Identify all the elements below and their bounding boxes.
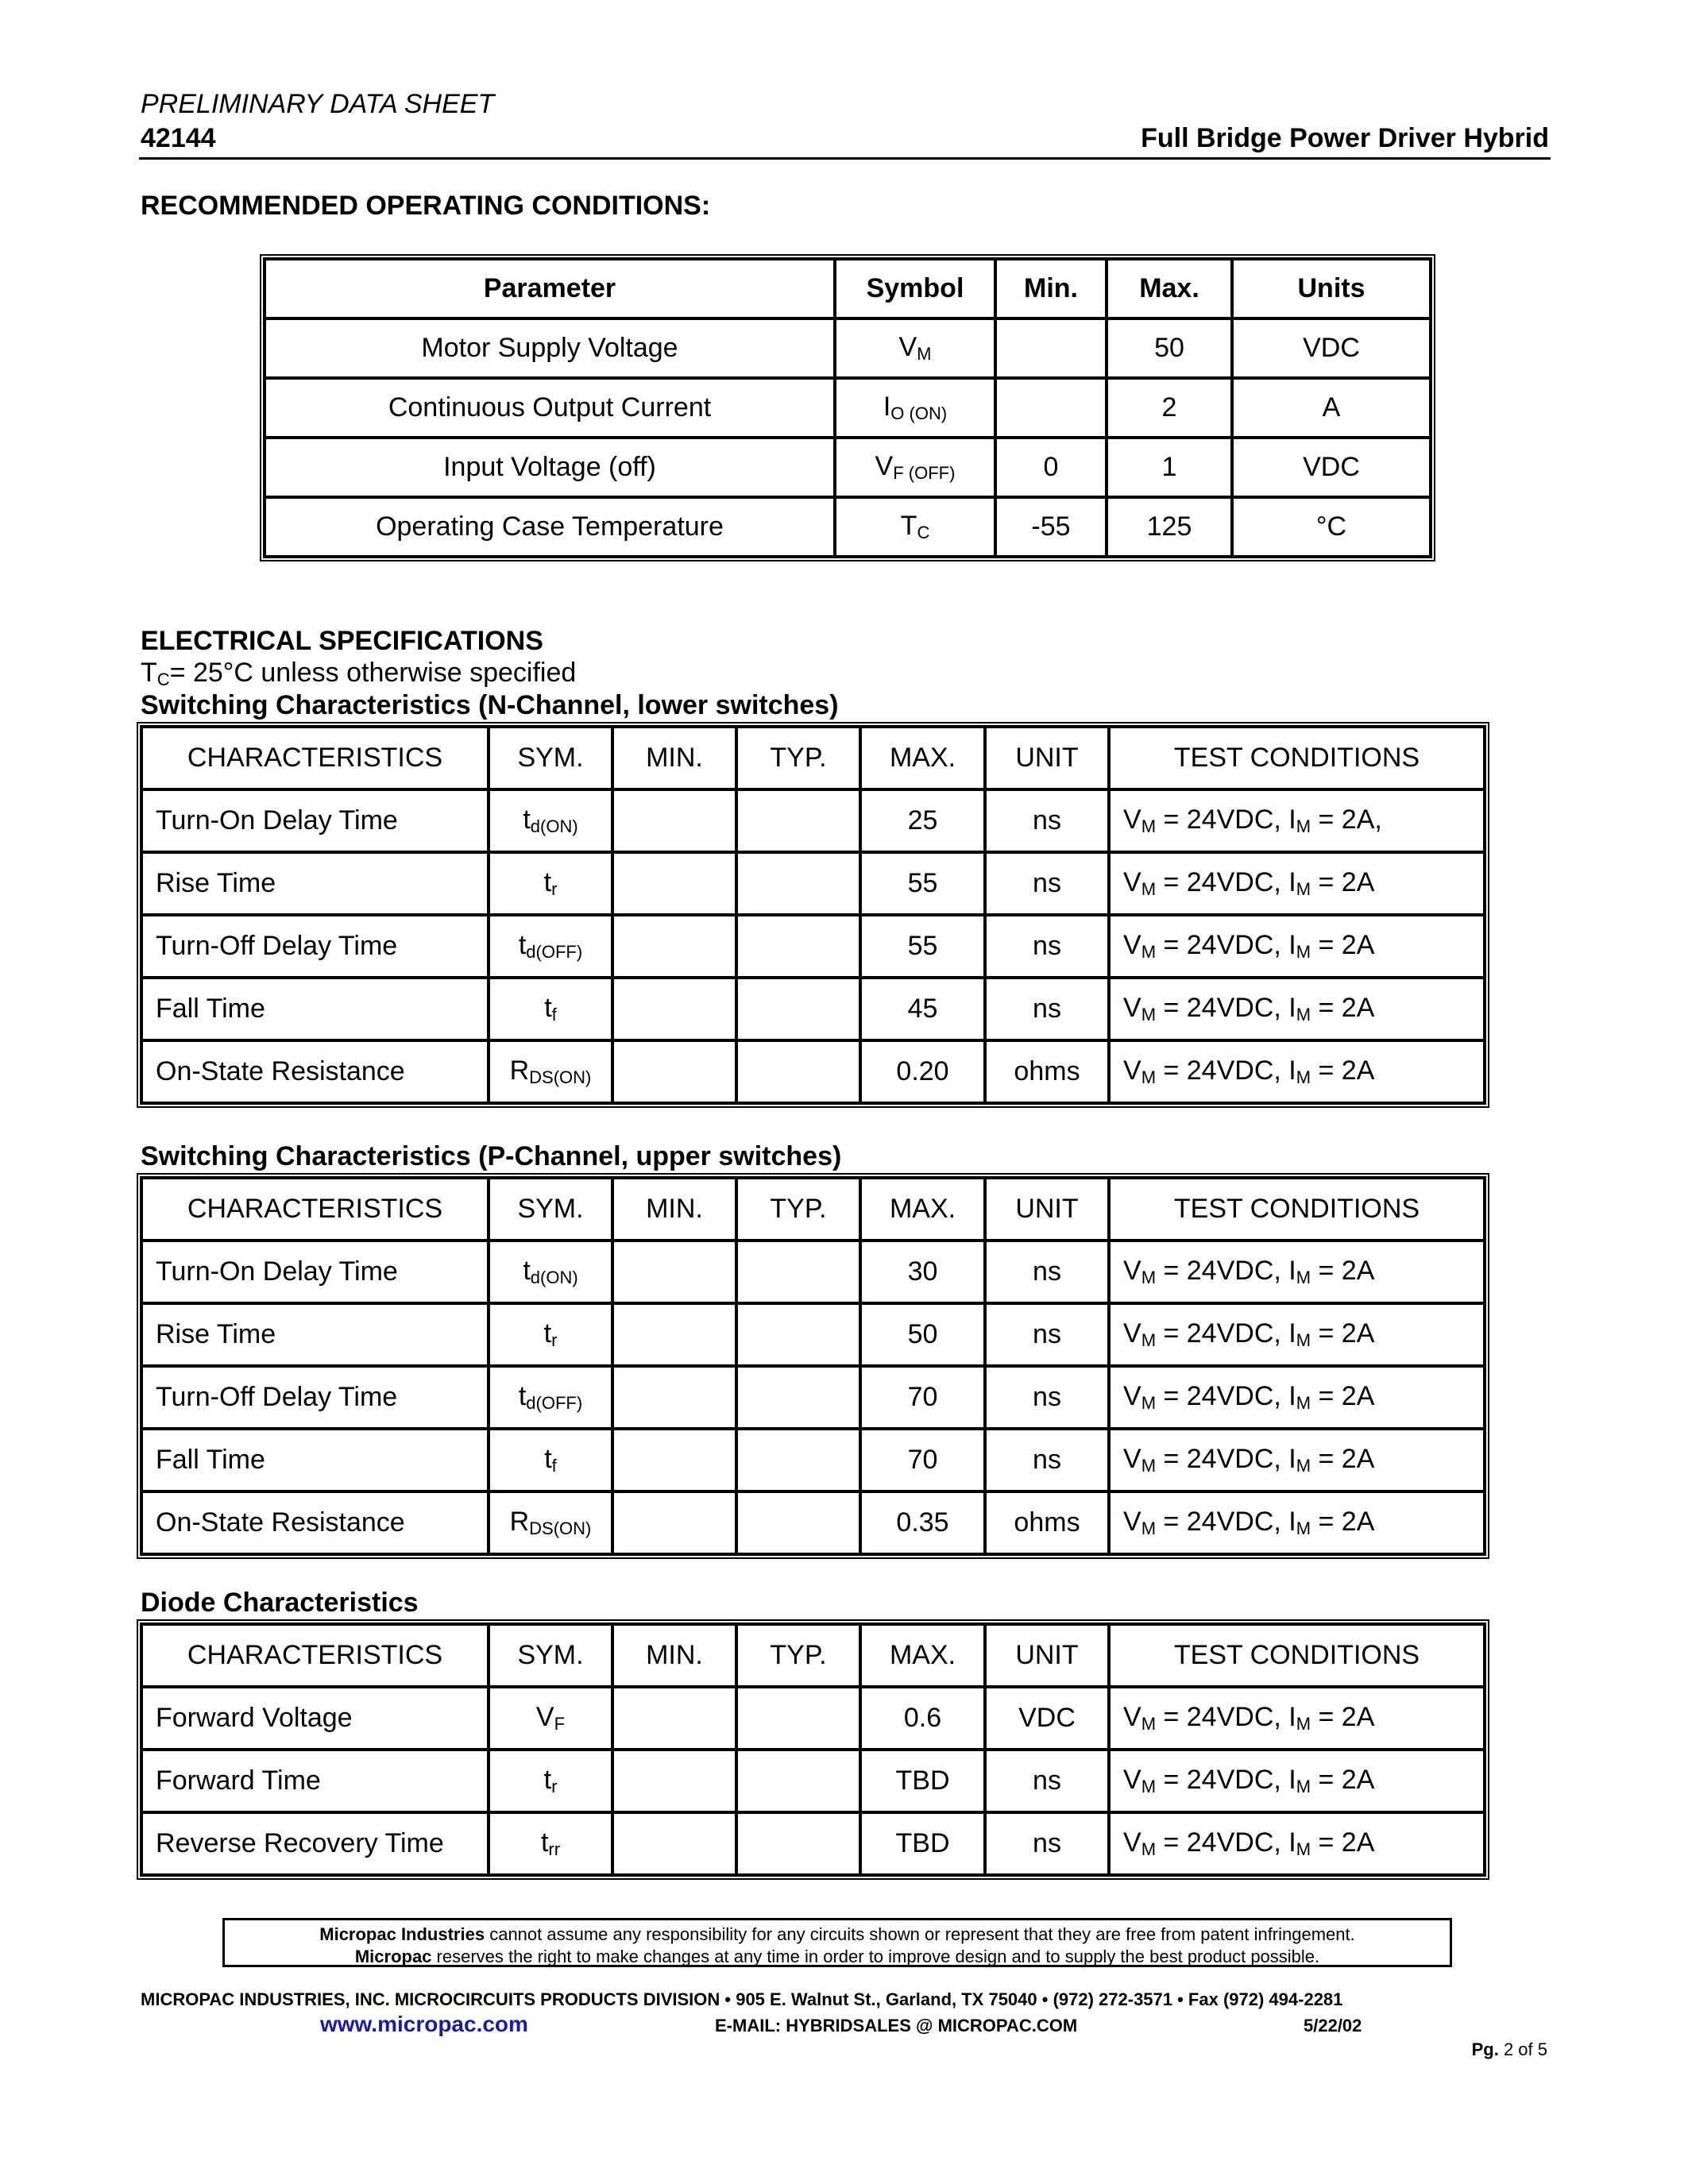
test-condition-cell: $V_M = 24VDC$, $I_M = 2A$ [1109, 915, 1485, 978]
tc-condition-note: $T_C= 25^\circ C$ unless otherwise specified [141, 658, 577, 689]
email-address: E-MAIL: HYBRIDSALES @ MICROPAC.COM [715, 2016, 1078, 2035]
typ-cell [736, 1366, 860, 1429]
max-cell: 2 [1107, 378, 1232, 438]
typ-cell [736, 1040, 860, 1103]
symbol-cell: $t_r$ [489, 852, 612, 915]
table-row [265, 318, 1431, 378]
test-condition-cell: $V_M = 24VDC$, $I_M = 2A$ [1109, 1040, 1485, 1103]
characteristic-cell: Forward Voltage [141, 1687, 489, 1750]
test-condition-cell: $V_M = 24VDC$, $I_M = 2A$ [1109, 978, 1485, 1040]
characteristic-cell: On-State Resistance [141, 1040, 489, 1103]
max-cell: 45 [860, 978, 985, 1040]
roc-title: RECOMMENDED OPERATING CONDITIONS: [141, 191, 711, 221]
test-condition-cell: $V_M = 24VDC$, $I_M = 2A$ [1109, 1366, 1485, 1429]
max-cell: 55 [860, 852, 985, 915]
typ-cell [736, 1812, 860, 1875]
symbol-cell: $t_f$ [489, 1429, 612, 1491]
header-cell: MAX. [860, 1178, 985, 1241]
test-condition-cell: $V_M = 24VDC$, $I_M = 2A$ [1109, 1491, 1485, 1554]
min-cell [612, 852, 736, 915]
header-cell: MIN. [612, 727, 736, 789]
characteristic-cell: Turn-Off Delay Time [141, 915, 489, 978]
spec-header-row [141, 1178, 1485, 1241]
typ-cell [736, 1750, 860, 1812]
pch-title: Switching Characteristics (P-Channel, upper switches) [141, 1141, 842, 1171]
table-row [141, 1303, 1485, 1366]
roc-header-row [265, 259, 1431, 318]
test-condition-cell: $V_M = 24VDC$, $I_M = 2A$ [1109, 1303, 1485, 1366]
table-row [265, 438, 1431, 497]
roc-header-cell: Parameter [265, 259, 835, 318]
unit-cell: ns [985, 789, 1109, 852]
header-cell: MAX. [860, 1624, 985, 1687]
typ-cell [736, 1687, 860, 1750]
symbol-cell: $R_{DS(ON)}$ [489, 1491, 612, 1554]
header-cell: SYM. [489, 1624, 612, 1687]
symbol-cell: $t_f$ [489, 978, 612, 1040]
symbol-cell: $V_{F (OFF)}$ [835, 438, 995, 497]
header-cell: SYM. [489, 1178, 612, 1241]
company-address: MICROPAC INDUSTRIES, INC. MICROCIRCUITS PRODUCTS DIVISION • 905 E. Walnut St., Garland, TX 75040 • (972) 272-3571 • Fax (972) 494-2281 [141, 1989, 1343, 2009]
characteristic-cell: Turn-On Delay Time [141, 789, 489, 852]
document-date: 5/22/02 [1304, 2016, 1362, 2035]
nch-table [137, 722, 1489, 1108]
header-cell: TEST CONDITIONS [1109, 727, 1485, 789]
disclaimer-line: Micropac reserves the right to make changes at any time in order to improve design and to supply the best product possible. [354, 1947, 1320, 1966]
nch-title: Switching Characteristics (N-Channel, lower switches) [141, 690, 839, 720]
table-row [141, 1750, 1485, 1812]
header-cell: UNIT [985, 1624, 1109, 1687]
min-cell: 0 [995, 438, 1107, 497]
document-title: Full Bridge Power Driver Hybrid [1141, 123, 1549, 153]
test-condition-cell: $V_M = 24VDC$, $I_M = 2A$, [1109, 789, 1485, 852]
typ-cell [736, 852, 860, 915]
typ-cell [736, 1303, 860, 1366]
unit-cell: ns [985, 1241, 1109, 1303]
unit-cell: VDC [985, 1687, 1109, 1750]
unit-cell: ns [985, 1303, 1109, 1366]
unit-cell: ohms [985, 1040, 1109, 1103]
table-row [141, 1812, 1485, 1875]
symbol-cell: $R_{DS(ON)}$ [489, 1040, 612, 1103]
symbol-cell: $t_r$ [489, 1750, 612, 1812]
preliminary-label: PRELIMINARY DATA SHEET [141, 89, 495, 119]
symbol-cell: $T_C$ [835, 497, 995, 557]
diode-title: Diode Characteristics [141, 1588, 419, 1618]
symbol-cell: $t_{d(OFF)}$ [489, 915, 612, 978]
characteristic-cell: Rise Time [141, 1303, 489, 1366]
max-cell: TBD [860, 1750, 985, 1812]
unit-cell: ns [985, 1366, 1109, 1429]
table-row [141, 978, 1485, 1040]
header-cell: CHARACTERISTICS [141, 1624, 489, 1687]
max-cell: 125 [1107, 497, 1232, 557]
website-link[interactable]: www.micropac.com [320, 2012, 528, 2036]
header-cell: TYP. [736, 1624, 860, 1687]
min-cell [612, 1303, 736, 1366]
header-cell: TEST CONDITIONS [1109, 1178, 1485, 1241]
header-cell: TYP. [736, 727, 860, 789]
min-cell [612, 1750, 736, 1812]
unit-cell: ns [985, 1429, 1109, 1491]
test-condition-cell: $V_M = 24VDC$, $I_M = 2A$ [1109, 1429, 1485, 1491]
test-condition-cell: $V_M = 24VDC$, $I_M = 2A$ [1109, 852, 1485, 915]
page-number: Pg. 2 of 5 [1471, 2039, 1547, 2059]
symbol-cell: $t_r$ [489, 1303, 612, 1366]
max-cell: 50 [860, 1303, 985, 1366]
test-condition-cell: $V_M = 24VDC$, $I_M = 2A$ [1109, 1750, 1485, 1812]
table-row [141, 852, 1485, 915]
header-cell: SYM. [489, 727, 612, 789]
max-cell: 0.6 [860, 1687, 985, 1750]
table-row [265, 497, 1431, 557]
table-row [141, 1687, 1485, 1750]
symbol-cell: $V_F$ [489, 1687, 612, 1750]
disclaimer-line: Micropac Industries cannot assume any responsibility for any circuits shown or represent that they are free from patent infringement. [319, 1924, 1355, 1944]
table-row [141, 1366, 1485, 1429]
test-condition-cell: $V_M = 24VDC$, $I_M = 2A$ [1109, 1241, 1485, 1303]
roc-table [260, 254, 1435, 561]
test-condition-cell: $V_M = 24VDC$, $I_M = 2A$ [1109, 1687, 1485, 1750]
unit-cell: ohms [985, 1491, 1109, 1554]
unit-cell: ns [985, 1812, 1109, 1875]
roc-header-cell: Min. [995, 259, 1107, 318]
characteristic-cell: Fall Time [141, 1429, 489, 1491]
unit-cell: ns [985, 1750, 1109, 1812]
symbol-cell: $V_M$ [835, 318, 995, 378]
test-condition-cell: $V_M = 24VDC$, $I_M = 2A$ [1109, 1812, 1485, 1875]
header-cell: MIN. [612, 1624, 736, 1687]
unit-cell: ns [985, 852, 1109, 915]
table-row [141, 1241, 1485, 1303]
table-row [141, 1491, 1485, 1554]
characteristic-cell: On-State Resistance [141, 1491, 489, 1554]
min-cell [612, 789, 736, 852]
header-cell: UNIT [985, 1178, 1109, 1241]
max-cell: 70 [860, 1366, 985, 1429]
min-cell [612, 1241, 736, 1303]
unit-cell: ns [985, 915, 1109, 978]
min-cell [612, 1040, 736, 1103]
typ-cell [736, 1429, 860, 1491]
characteristic-cell: Rise Time [141, 852, 489, 915]
electrical-specs-title: ELECTRICAL SPECIFICATIONS [141, 626, 543, 656]
spec-header-row [141, 727, 1485, 789]
roc-header-cell: Max. [1107, 259, 1232, 318]
characteristic-cell: Forward Time [141, 1750, 489, 1812]
table-row [141, 789, 1485, 852]
min-cell [612, 978, 736, 1040]
max-cell: 0.35 [860, 1491, 985, 1554]
header-cell: CHARACTERISTICS [141, 727, 489, 789]
symbol-cell: $I_{O (ON)}$ [835, 378, 995, 438]
characteristic-cell: Fall Time [141, 978, 489, 1040]
diode-table [137, 1619, 1489, 1880]
characteristic-cell: Turn-On Delay Time [141, 1241, 489, 1303]
symbol-cell: $t_{rr}$ [489, 1812, 612, 1875]
unit-cell: VDC [1232, 438, 1431, 497]
characteristic-cell: Reverse Recovery Time [141, 1812, 489, 1875]
parameter-cell: Motor Supply Voltage [265, 318, 835, 378]
max-cell: 1 [1107, 438, 1232, 497]
min-cell [995, 318, 1107, 378]
header-cell: MAX. [860, 727, 985, 789]
min-cell [612, 1687, 736, 1750]
max-cell: 70 [860, 1429, 985, 1491]
min-cell [612, 1429, 736, 1491]
parameter-cell: Input Voltage (off) [265, 438, 835, 497]
typ-cell [736, 915, 860, 978]
header-rule [139, 157, 1551, 160]
min-cell [995, 378, 1107, 438]
max-cell: 30 [860, 1241, 985, 1303]
table-row [141, 915, 1485, 978]
max-cell: 50 [1107, 318, 1232, 378]
typ-cell [736, 978, 860, 1040]
unit-cell: A [1232, 378, 1431, 438]
min-cell [612, 915, 736, 978]
unit-cell: ns [985, 978, 1109, 1040]
typ-cell [736, 1241, 860, 1303]
parameter-cell: Operating Case Temperature [265, 497, 835, 557]
min-cell [612, 1491, 736, 1554]
max-cell: 25 [860, 789, 985, 852]
max-cell: 55 [860, 915, 985, 978]
table-row [141, 1429, 1485, 1491]
header-cell: CHARACTERISTICS [141, 1178, 489, 1241]
characteristic-cell: Turn-Off Delay Time [141, 1366, 489, 1429]
spec-header-row [141, 1624, 1485, 1687]
unit-cell: VDC [1232, 318, 1431, 378]
roc-header-cell: Units [1232, 259, 1431, 318]
symbol-cell: $t_{d(OFF)}$ [489, 1366, 612, 1429]
header-cell: MIN. [612, 1178, 736, 1241]
disclaimer-box [222, 1918, 1452, 1967]
header-cell: UNIT [985, 727, 1109, 789]
part-number: 42144 [141, 123, 216, 153]
min-cell: -55 [995, 497, 1107, 557]
table-row [141, 1040, 1485, 1103]
parameter-cell: Continuous Output Current [265, 378, 835, 438]
unit-cell: °C [1232, 497, 1431, 557]
pch-table [137, 1173, 1489, 1559]
max-cell: TBD [860, 1812, 985, 1875]
typ-cell [736, 1491, 860, 1554]
header-cell: TEST CONDITIONS [1109, 1624, 1485, 1687]
table-row [265, 378, 1431, 438]
symbol-cell: $t_{d(ON)}$ [489, 789, 612, 852]
header-cell: TYP. [736, 1178, 860, 1241]
symbol-cell: $t_{d(ON)}$ [489, 1241, 612, 1303]
max-cell: 0.20 [860, 1040, 985, 1103]
min-cell [612, 1366, 736, 1429]
typ-cell [736, 789, 860, 852]
roc-header-cell: Symbol [835, 259, 995, 318]
min-cell [612, 1812, 736, 1875]
